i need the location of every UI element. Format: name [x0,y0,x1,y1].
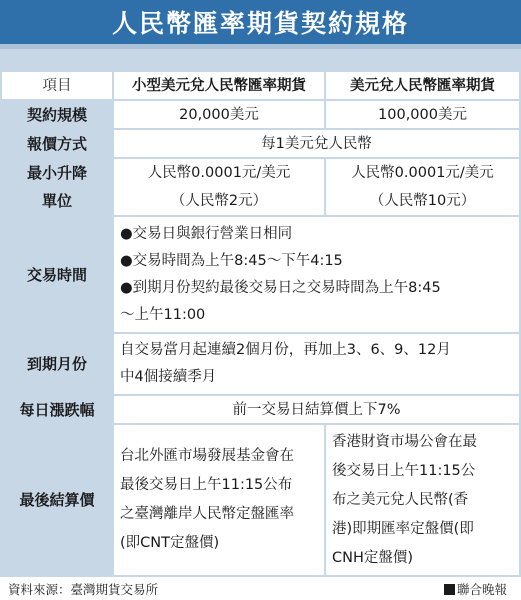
tick-mini-line-2: （人民幣2元） [170,193,268,209]
settlement-mini-line-2: 最後交易日上午11:15公布 [120,477,293,493]
tick-standard-line-1: 人民幣0.0001元/美元 [351,165,494,181]
row-label-daily-limit: 每日漲跌幅 [2,396,112,423]
tick-label-line-2: 單位 [41,192,72,210]
contract-months-value [114,334,519,394]
tick-size-mini [114,159,324,215]
final-settlement-standard [326,425,519,575]
settlement-standard-line-1: 香港財資市場公會在最 [332,433,477,450]
tick-size-standard [326,159,519,215]
row-label-final-settlement: 最後結算價 [2,425,112,575]
source-note: 資料來源：臺灣期貨交易所 [8,582,159,597]
contract-size-mini: 20,000美元 [114,101,324,128]
contract-months-line-2: 中4個接續季月 [120,369,217,385]
publisher-name: 聯合晚報 [456,582,507,597]
tick-label-line-1: 最小升降 [26,164,87,182]
quote-method-value: 每1美元兌人民幣 [114,130,519,157]
header-item: 項目 [2,72,112,99]
publisher-credit [444,580,507,598]
final-settlement-mini [114,425,324,575]
trading-hours-line-2: ●交易時間為上午8:45～下午4:15 [120,252,343,269]
settlement-mini-line-3: 之臺灣離岸人民幣定盤匯率 [120,506,294,522]
settlement-standard-line-4: 港)即期匯率定盤價(即 [332,520,474,537]
contract-size-standard: 100,000美元 [326,101,519,128]
settlement-mini-line-1: 台北外匯市場發展基金會在 [120,448,294,464]
header-mini-contract: 小型美元兌人民幣匯率期貨 [114,72,324,99]
settlement-standard-line-2: 後交易日上午11:15公 [332,462,476,479]
row-label-contract-size: 契約規模 [2,101,112,128]
daily-limit-value: 前一交易日結算價上下7% [114,396,519,423]
trading-hours-value [114,217,519,332]
trading-hours-line-4: ～上午11:00 [120,306,206,323]
trading-hours-line-3: ●到期月份契約最後交易日之交易時間為上午8:45 [120,279,441,296]
trading-hours-line-1: ●交易日與銀行營業日相同 [120,225,293,242]
tick-mini-line-1: 人民幣0.0001元/美元 [147,165,291,181]
contract-months-line-1: 自交易當月起連續2個月份，再加上3、6、9、12月 [120,342,451,358]
settlement-standard-line-5: CNH定盤價) [332,549,414,566]
square-bullet-icon [444,584,455,595]
footer [0,577,521,600]
settlement-standard-line-3: 布之美元兌人民幣(香 [332,491,469,508]
row-label-contract-months: 到期月份 [2,334,112,394]
header-standard-contract: 美元兌人民幣匯率期貨 [326,72,519,99]
tick-standard-line-2: （人民幣10元） [369,193,476,209]
table-title: 人民幣匯率期貨契約規格 [0,0,521,44]
row-label-trading-hours: 交易時間 [2,217,112,332]
title-divider [0,44,521,49]
row-label-tick-size [2,159,112,215]
settlement-mini-line-4: (即CNT定盤價) [120,535,220,551]
row-label-quote-method: 報價方式 [2,130,112,157]
